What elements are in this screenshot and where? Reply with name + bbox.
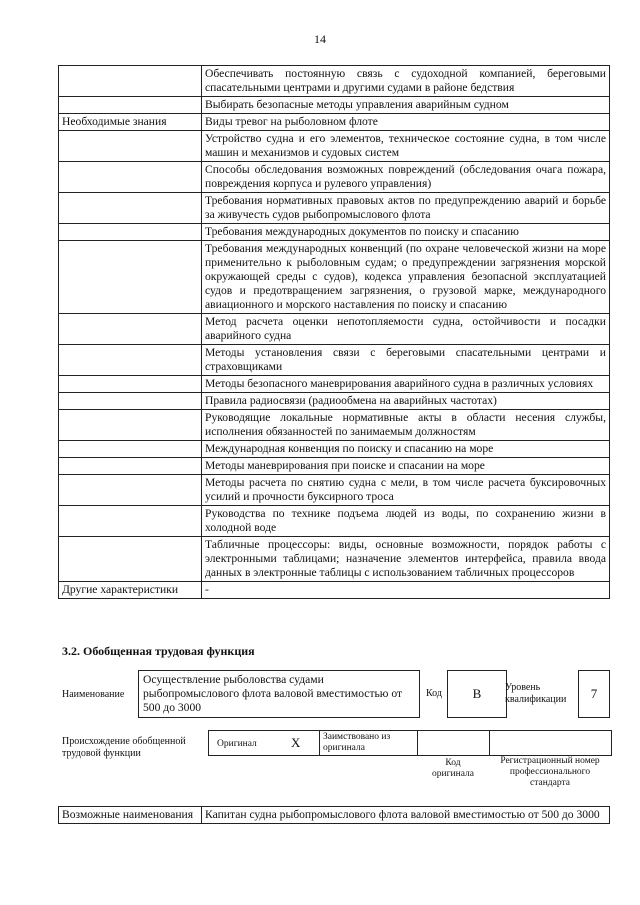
section-title: 3.2. Обобщенная трудовая функция [62, 644, 255, 658]
row-text: Международная конвенция по поиску и спасанию на море [202, 441, 610, 458]
row-label [59, 537, 202, 582]
row-text: Метод расчета оценки непотопляемости судна, остойчивости и посадки аварийного судна [202, 314, 610, 345]
row-label [59, 458, 202, 475]
table-row [59, 582, 610, 599]
table-row [59, 193, 610, 224]
row-label [59, 376, 202, 393]
row-label [59, 224, 202, 241]
table-row [59, 66, 610, 97]
table-row [59, 441, 610, 458]
row-text: Выбирать безопасные методы управления аварийным судном [202, 97, 610, 114]
table-row [59, 114, 610, 131]
row-label [59, 97, 202, 114]
table-row [59, 376, 610, 393]
possible-names-label: Возможные наименования [59, 807, 202, 824]
row-text: Табличные процессоры: виды, основные возможности, порядок работы с электронными таблицами; назначение элементов интерфейса, правила ввода данных в электронные таблицы с использованием табличных процессоров [202, 537, 610, 582]
row-label [59, 441, 202, 458]
row-text: Устройство судна и его элементов, техническое состояние судна, в том числе машин и механизмов и судовых систем [202, 131, 610, 162]
level-value: 7 [590, 686, 598, 701]
row-text: Руководящие локальные нормативные акты в области несения службы, исполнения обязанностей по занимаемым должностям [202, 410, 610, 441]
row-text: Методы установления связи с береговыми спасательными центрами и страховщиками [202, 345, 610, 376]
code-original-label: Код оригинала [432, 758, 474, 779]
row-label [59, 193, 202, 224]
level-value-box [578, 670, 610, 718]
table-row [59, 506, 610, 537]
row-text: Методы безопасного маневрирования аварийного судна в различных условиях [202, 376, 610, 393]
code-value: B [472, 686, 482, 701]
row-label [59, 345, 202, 376]
table-row [59, 97, 610, 114]
origin-label: Происхождение обобщенной трудовой функции [62, 736, 186, 759]
page-number: 14 [314, 32, 326, 46]
possible-names-table [58, 806, 610, 824]
original-mark: Х [291, 735, 301, 750]
row-text: - [202, 582, 610, 599]
table-row [59, 224, 610, 241]
row-text: Требования международных конвенций (по охране человеческой жизни на море применительно к рыболовным судам; о предупреждении загрязнения морской окружающей среды с судов), кодекса управления безопасной эксплуатацией судов и предотвращением загрязнения, о грузовой марке, международного авиационного и морского наставления по поиску и спасанию [202, 241, 610, 314]
row-label [59, 162, 202, 193]
row-label: Необходимые знания [59, 114, 202, 131]
table-row [59, 131, 610, 162]
code-label: Код [426, 688, 442, 699]
level-label: Уровень квалификации [505, 682, 567, 705]
row-label [59, 393, 202, 410]
row-label [59, 475, 202, 506]
reg-number-label: Регистрационный номер профессионального стандарта [500, 756, 600, 788]
row-text: Руководства по технике подъема людей из воды, по сохранению жизни в холодной воде [202, 506, 610, 537]
table-row [59, 537, 610, 582]
table-row [59, 458, 610, 475]
row-text: Обеспечивать постоянную связь с судоходной компанией, береговыми спасательными центрами и другими судами в районе бедствия [202, 66, 610, 97]
row-label [59, 241, 202, 314]
row-label [59, 314, 202, 345]
possible-names-value: Капитан судна рыбопромыслового флота валовой вместимостью от 500 до 3000 [202, 807, 610, 824]
row-text: Виды тревог на рыболовном флоте [202, 114, 610, 131]
row-label [59, 131, 202, 162]
row-text: Методы расчета по снятию судна с мели, в том числе расчета буксировочных усилий и прочности буксирного троса [202, 475, 610, 506]
row-text: Требования международных документов по поиску и спасанию [202, 224, 610, 241]
original-label: Оригинал [217, 739, 257, 749]
row-label [59, 410, 202, 441]
row-text: Требования нормативных правовых актов по предупреждению аварий и борьбе за живучесть судов рыбопромыслового флота [202, 193, 610, 224]
table-row [59, 475, 610, 506]
table-row [59, 162, 610, 193]
row-label [59, 66, 202, 97]
table-row [59, 314, 610, 345]
name-label: Наименование [62, 689, 125, 700]
origin-grid [208, 730, 612, 756]
table-row [59, 345, 610, 376]
row-text: Способы обследования возможных повреждений (обследования очага пожара, повреждения корпуса и рулевого управления) [202, 162, 610, 193]
name-value-box [138, 670, 420, 718]
table-row [59, 410, 610, 441]
knowledge-table [58, 65, 610, 599]
name-value: Осуществление рыболовства судами рыбопромыслового флота валовой вместимостью от 500 до 3000 [143, 673, 403, 714]
table-row [59, 241, 610, 314]
borrowed-label: Заимствовано из оригинала [323, 732, 391, 753]
code-value-box [447, 670, 507, 718]
row-label: Другие характеристики [59, 582, 202, 599]
table-row [59, 393, 610, 410]
row-label [59, 506, 202, 537]
row-text: Методы маневрирования при поиске и спасании на море [202, 458, 610, 475]
row-text: Правила радиосвязи (радиообмена на аварийных частотах) [202, 393, 610, 410]
